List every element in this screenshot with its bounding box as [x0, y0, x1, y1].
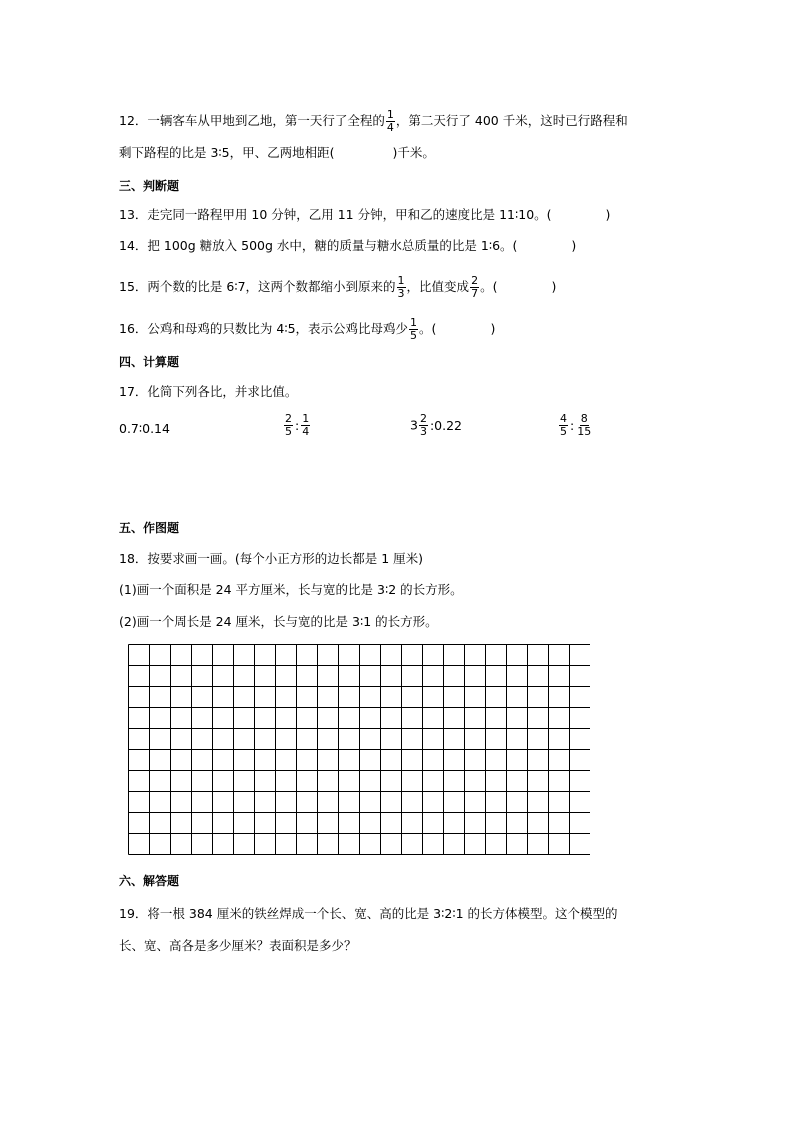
fraction-one-fifth: $\frac{1}{5}$: [410, 316, 418, 342]
q16: 16．公鸡和母鸡的只数比为 4∶5，表示公鸡比母鸡少 $\frac{1}{5}$ 。( ): [119, 316, 496, 342]
q19-line1: 19．将一根 384 厘米的铁丝焊成一个长、宽、高的比是 3∶2∶1 的长方体模型。这个模型的: [119, 906, 618, 921]
q17-item4: $\frac{4}{5}$ : $\frac{8}{15}$: [560, 412, 592, 438]
fraction-two-sevenths: $\frac{2}{7}$: [471, 274, 479, 300]
q12-line1: 12．一辆客车从甲地到乙地，第一天行了全程的 $\frac{1}{4}$ ，第二天行了 400 千米，这时已行路程和: [119, 108, 628, 134]
fraction: $\frac{2}{5}$: [285, 412, 292, 438]
section-title-judgment: 三、判断题: [119, 179, 180, 193]
q14: 14．把 100g 糖放入 500g 水中，糖的质量与糖水总质量的比是 1∶6。( ): [119, 238, 577, 253]
section-title-calculation: 四、计算题: [119, 355, 180, 369]
q13: 13．走完同一路程甲用 10 分钟，乙用 11 分钟，甲和乙的速度比是 11∶10。( ): [119, 207, 611, 222]
fraction: $\frac{1}{4}$: [302, 412, 310, 438]
q17-item2: $\frac{2}{5}$ : $\frac{1}{4}$: [285, 412, 310, 438]
fraction-one-third: $\frac{1}{3}$: [397, 274, 405, 300]
fraction-one-quarter: $\frac{1}{4}$: [386, 108, 394, 134]
fraction: $\frac{8}{15}$: [577, 412, 592, 438]
q19-line2: 长、宽、高各是多少厘米？表面积是多少？: [119, 938, 357, 953]
drawing-grid[interactable]: [128, 644, 590, 856]
q15: 15．两个数的比是 6∶7，这两个数都缩小到原来的 $\frac{1}{3}$ ，比值变成 $\frac{2}{7}$ 。( ): [119, 274, 557, 300]
q18-sub1: (1)画一个面积是 24 平方厘米，长与宽的比是 3∶2 的长方形。: [119, 582, 463, 597]
q17-item1: 0.7∶0.14: [119, 421, 170, 436]
q12-line2: 剩下路程的比是 3∶5，甲、乙两地相距( )千米。: [119, 145, 435, 160]
q17-prompt: 17．化简下列各比，并求比值。: [119, 384, 298, 399]
fraction: $\frac{2}{3}$: [419, 412, 427, 438]
q18-prompt: 18．按要求画一画。(每个小正方形的边长都是 1 厘米): [119, 551, 424, 566]
section-title-answer: 六、解答题: [119, 874, 180, 888]
q17-item3: 3 $\frac{2}{3}$ :0.22: [410, 412, 462, 438]
fraction: $\frac{4}{5}$: [560, 412, 567, 438]
q18-sub2: (2)画一个周长是 24 厘米，长与宽的比是 3∶1 的长方形。: [119, 614, 438, 629]
section-title-drawing: 五、作图题: [119, 521, 180, 535]
